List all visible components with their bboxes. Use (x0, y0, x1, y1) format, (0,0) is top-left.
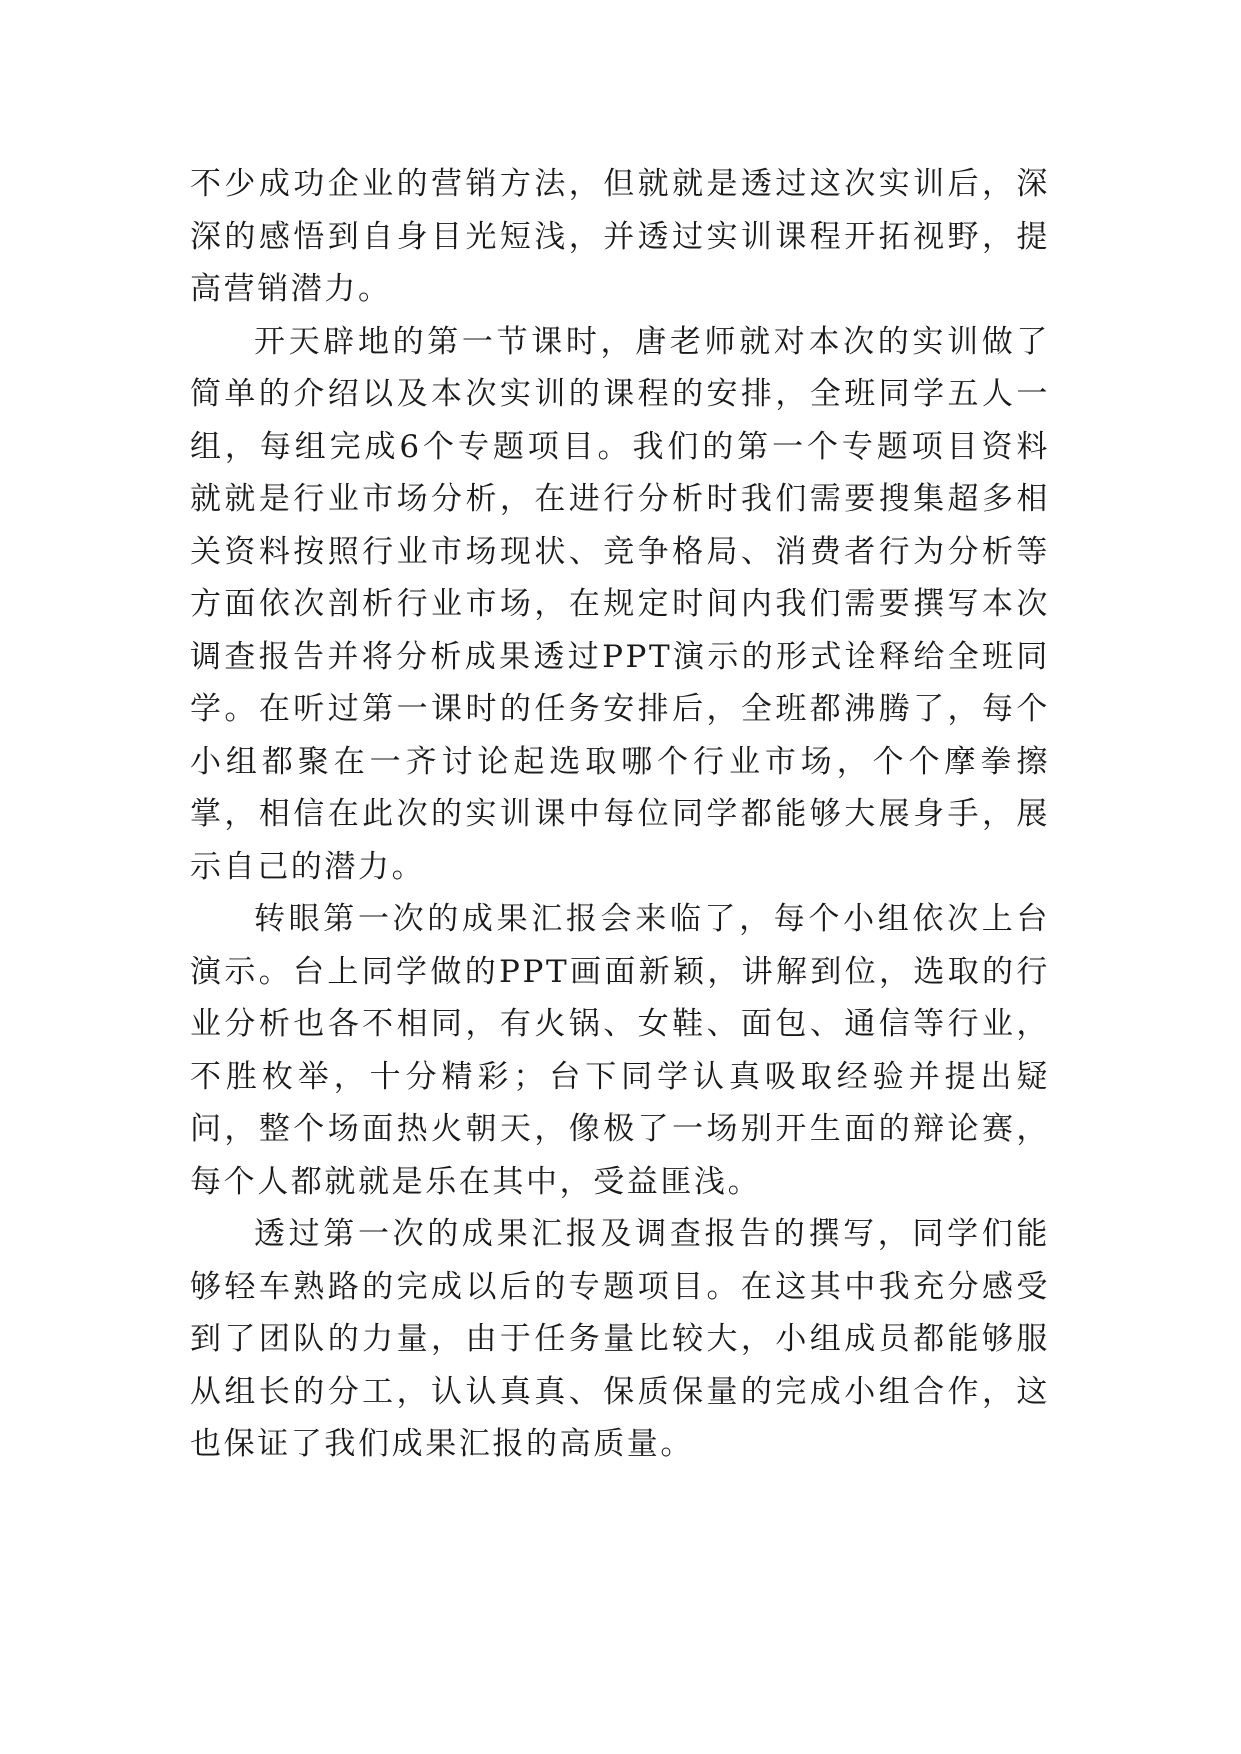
paragraph-2: 开天辟地的第一节课时，唐老师就对本次的实训做了简单的介绍以及本次实训的课程的安排，全班同学五人一组，每组完成6个专题项目。我们的第一个专题项目资料就就是行业市场分析，在进行分析时我们需要搜集超多相关资料按照行业市场现状、竞争格局、消费者行为分析等方面依次剖析行业市场，在规定时间内我们需要撰写本次调查报告并将分析成果透过PPT演示的形式诠释给全班同学。在听过第一课时的任务安排后，全班都沸腾了，每个小组都聚在一齐讨论起选取哪个行业市场，个个摩拳擦掌，相信在此次的实训课中每位同学都能够大展身手，展示自己的潜力。 (190, 323, 1050, 885)
document-body (190, 158, 1050, 1471)
paragraph-4: 透过第一次的成果汇报及调查报告的撰写，同学们能够轻车熟路的完成以后的专题项目。在这其中我充分感受到了团队的力量，由于任务量比较大，小组成员都能够服从组长的分工，认认真真、保质保量的完成小组合作，这也保证了我们成果汇报的高质量。 (190, 1216, 1050, 1462)
paragraph-1: 不少成功企业的营销方法，但就就是透过这次实训后，深深的感悟到自身目光短浅，并透过实训课程开拓视野，提高营销潜力。 (190, 166, 1050, 307)
paragraph-3: 转眼第一次的成果汇报会来临了，每个小组依次上台演示。台上同学做的PPT画面新颖，讲解到位，选取的行业分析也各不相同，有火锅、女鞋、面包、通信等行业，不胜枚举，十分精彩；台下同学认真吸取经验并提出疑问，整个场面热火朝天，像极了一场别开生面的辩论赛，每个人都就就是乐在其中，受益匪浅。 (190, 901, 1050, 1200)
